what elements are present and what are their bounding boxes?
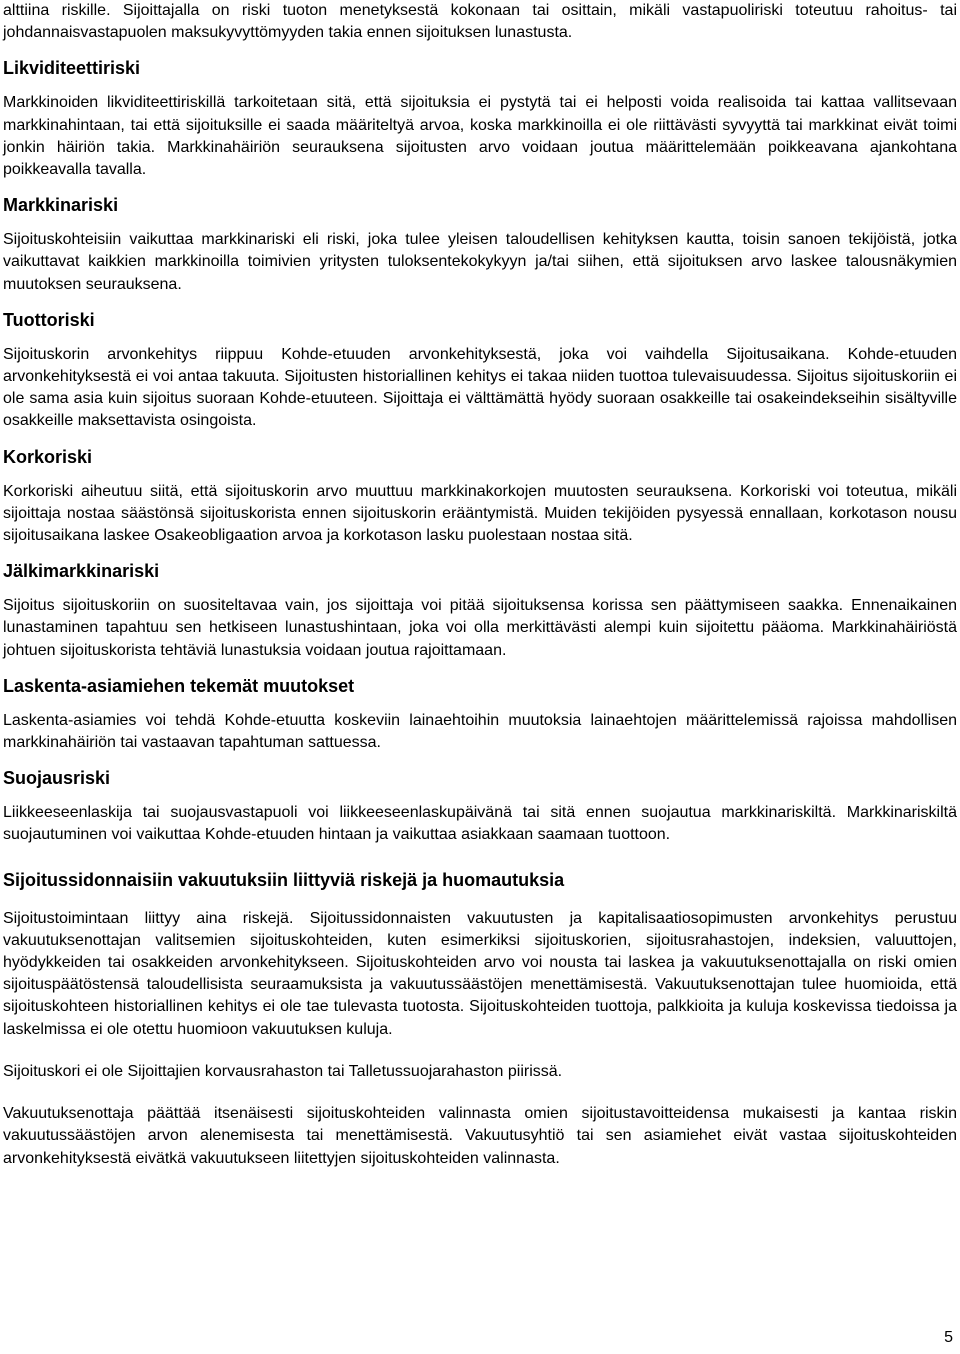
- document-page: [3, 0, 957, 1170]
- heading-sijoitussidonnaiset: Sijoitussidonnaisiin vakuutuksiin liittyviä riskejä ja huomautuksia: [3, 869, 565, 890]
- paragraph-korkoriski: Korkoriski aiheutuu siitä, että sijoituskorin arvo muuttuu markkinakorkojen muutosten seurauksena. Korkoriski voi toteutua, mikäli sijoittaja nostaa säästönsä sijoituskorista ennen sijoituskorin erääntymistä. Muiden tekijöiden pysyessä ennallaan, korkotason nousu sijoitusaikana laskee Osakeobligaation arvoa ja korkotason lasku puolestaan nostaa sitä.: [3, 482, 957, 545]
- heading-likviditeettiriski: Likviditeettiriski: [3, 58, 141, 79]
- page-number: 5: [944, 1329, 953, 1346]
- heading-markkinariski: Markkinariski: [3, 195, 119, 216]
- paragraph-laskenta-asiamies: Laskenta-asiamies voi tehdä Kohde-etuutta koskeviin lainaehtoihin muutoksia lainaehtojen määrittelemissä rajoissa mahdollisen markkinahäiriön tai vastaavan tapahtuman sattuessa.: [3, 711, 957, 752]
- heading-laskenta-asiamies: Laskenta-asiamiehen tekemät muutokset: [3, 675, 355, 696]
- heading-suojausriski: Suojausriski: [3, 768, 111, 789]
- paragraph-jalkimarkkinariski: Sijoitus sijoituskoriin on suositeltavaa vain, jos sijoittaja voi pitää sijoituksensa korissa sen päättymiseen saakka. Ennenaikainen lunastaminen tapahtuu sen hetkiseen lunastushintaan, joka voi olla merkittävästi alempi kuin sijoitettu pääoma. Markkinahäiriöstä johtuen sijoituskorista tehtäviä lunastuksia voidaan joutua rajoittamaan.: [3, 597, 957, 659]
- paragraph-tuottoriski: Sijoituskorin arvonkehitys riippuu Kohde-etuuden arvonkehityksestä, joka voi vaihdella Sijoitusaikana. Kohde-etuuden arvonkehityksestä ei voi antaa takuuta. Sijoitusten historiallinen kehitys ei takaa niiden tuottoa tulevaisuudessa. Sijoitus sijoituskoriin ei ole sama asia kuin sijoitus suoraan Kohde-etuuteen. Sijoittaja ei välttämättä hyödy suoraan osakkeille tai osakeindekseihin sisältyville osakkeille maksettavista osingoista.: [3, 345, 957, 430]
- paragraph-suojausriski: Liikkeeseenlaskija tai suojausvastapuoli voi liikkeeseenlaskupäivänä tai sitä ennen suojautua markkinariskiltä. Markkinariskiltä suojautuminen voi vaikuttaa Kohde-etuuden hintaan ja vaikuttaa asiakkaan saamaan tuottoon.: [3, 804, 957, 844]
- paragraph-sijoitussidonnaiset-1: Sijoitustoimintaan liittyy aina riskejä. Sijoitussidonnaisten vakuutusten ja kapitalisaatiosopimusten arvonkehitys perustuu vakuutuksenottajan valitsemien sijoituskohteiden, kuten esimerkiksi sijoituskorien, sijoitusrahastojen, indeksien, valuuttojen, hyödykkeiden tai osakkeiden arvonkehitykseen. Sijoituskohteiden arvo voi nousta tai laskea ja vakuutuksenottajalla on riski omien sijoituspäätöstensä taloudellisista seuraamuksista ja vakuutussäästöjen menettämisestä. Vakuutuksenottajan tulee huomioida, että sijoituskohteen historiallinen kehitys ei ole tae tulevasta tuotosta. Sijoituskohteiden tuottoja, palkkioita ja kuluja koskevissa tiedoissa ja laskelmissa ei ole otettu huomioon vakuutuksen kuluja.: [3, 909, 957, 1038]
- heading-tuottoriski: Tuottoriski: [3, 309, 95, 330]
- paragraph-sijoitussidonnaiset-3: Vakuutuksenottaja päättää itsenäisesti sijoituskohteiden valinnasta omien sijoitustavoitteidensa mukaisesti ja kantaa riskin vakuutussäästöjen arvon alenemisesta tai menettämisestä. Vakuutusyhtiö tai sen asiamiehet eivät vastaa sijoituskohteiden arvonkehityksestä eivätkä vakuutukseen liitettyjen sijoituskohteiden valinnasta.: [3, 1105, 957, 1167]
- paragraph-likviditeettiriski: Markkinoiden likviditeettiriskillä tarkoitetaan sitä, että sijoituksia ei pystytä tai ei helposti voida realisoida tai kattaa vallitsevaan markkinahintaan, tai että sijoituksille ei saada määriteltyä arvoa, koska markkinoilla ei ole riittävästi syvyyttä tai markkinat eivät toimi jonkin häiriön takia. Markkinahäiriön seurauksena sijoitusten arvo voidaan joutua määrittelemään poikkeavana ajankohtana poikkeavalla tavalla.: [3, 94, 957, 179]
- paragraph-markkinariski: Sijoituskohteisiin vaikuttaa markkinariski eli riski, joka tulee yleisen taloudellisen kehityksen kautta, toisin sanoen tekijöistä, jotka vaikuttavat kaikkien markkinoilla toimivien yritysten tuloksentekokykyyn ja/tai siihen, että sijoituksen arvo laskee talousnäkymien muutoksen seurauksena.: [3, 231, 957, 293]
- intro-paragraph: alttiina riskille. Sijoittajalla on riski tuoton menetyksestä kokonaan tai osittain, mikäli vastapuoliriski toteutuu rahoitus- tai johdannaisvastapuolen maksukyvyttömyyden takia ennen sijoituksen lunastusta.: [3, 2, 957, 42]
- paragraph-sijoitussidonnaiset-2: Sijoituskori ei ole Sijoittajien korvausrahaston tai Talletussuojarahaston piirissä.: [3, 1062, 563, 1080]
- heading-korkoriski: Korkoriski: [3, 446, 93, 467]
- heading-jalkimarkkinariski: Jälkimarkkinariski: [3, 561, 160, 582]
